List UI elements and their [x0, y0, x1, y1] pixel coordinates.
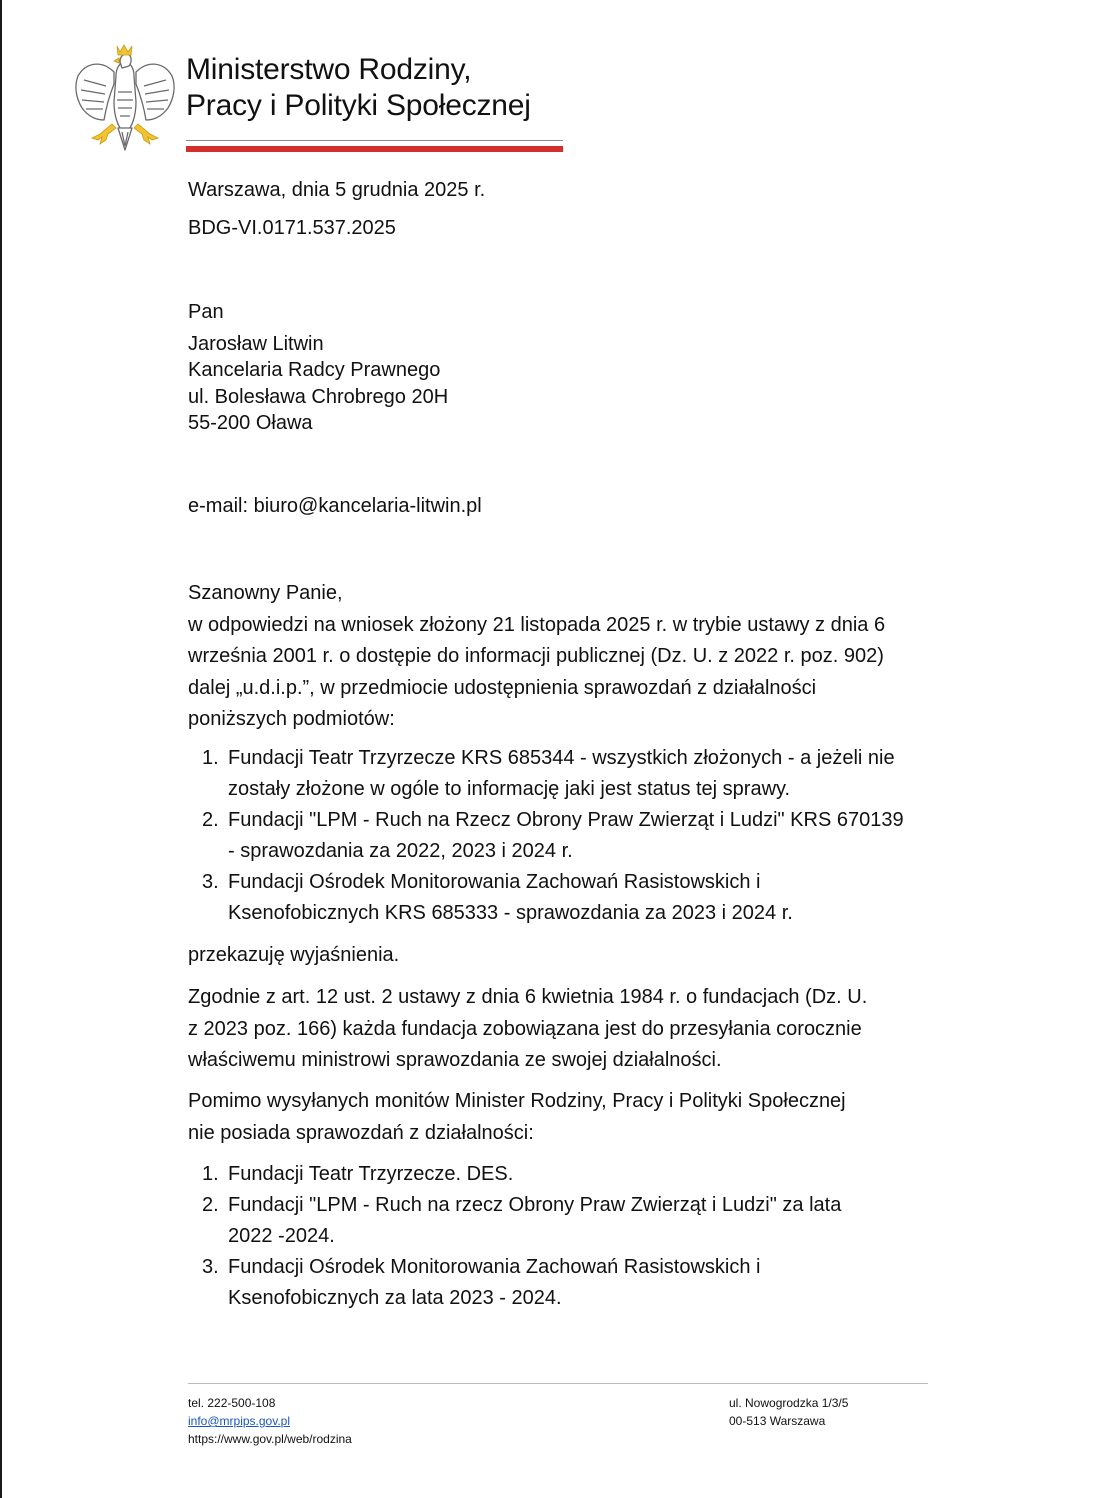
list-number: 2.: [202, 809, 219, 831]
list-item-text: zostały złożone w ogóle to informację jaki jest status tej sprawy.: [228, 778, 791, 800]
intro-paragraph: [188, 578, 978, 736]
footer-city: 00-513 Warszawa: [729, 1414, 826, 1428]
status-paragraph: [188, 1086, 978, 1149]
list-item: [188, 1252, 988, 1314]
list-item-text: Fundacji Ośrodek Monitorowania Zachowań Rasistowskich i: [228, 1256, 761, 1278]
list-item: [188, 805, 988, 867]
list-item-text: - sprawozdania za 2022, 2023 i 2024 r.: [228, 840, 573, 862]
list-number: 1.: [202, 1163, 219, 1185]
greeting: Szanowny Panie,: [188, 582, 343, 604]
polish-eagle-emblem-icon: [72, 42, 178, 154]
list-item-text: Fundacji "LPM - Ruch na Rzecz Obrony Praw Zwierząt i Ludzi" KRS 670139: [228, 809, 904, 831]
ministry-name: [186, 52, 531, 124]
legal-line: Zgodnie z art. 12 ust. 2 ustawy z dnia 6 kwietnia 1984 r. o fundacjach (Dz. U.: [188, 986, 868, 1008]
header-grey-rule: [186, 140, 563, 141]
intro-line: poniższych podmiotów:: [188, 708, 395, 730]
footer-rule: [188, 1383, 928, 1384]
footer-email-link[interactable]: info@mrpips.gov.pl: [188, 1414, 290, 1428]
list-item: [188, 1190, 988, 1252]
list-number: 1.: [202, 747, 219, 769]
recipient-name: Jarosław Litwin: [188, 333, 324, 355]
list-item-text: Ksenofobicznych za lata 2023 - 2024.: [228, 1287, 562, 1309]
reference-number: BDG-VI.0171.537.2025: [188, 217, 396, 239]
status-line: nie posiada sprawozdań z działalności:: [188, 1121, 534, 1144]
missing-reports-list: [188, 1159, 988, 1314]
footer-street: ul. Nowogrodzka 1/3/5: [729, 1396, 849, 1410]
list-item-text: Ksenofobicznych KRS 685333 - sprawozdania za 2023 i 2024 r.: [228, 902, 793, 924]
transition-text: przekazuję wyjaśnienia.: [188, 944, 400, 966]
header-red-rule: [186, 146, 563, 152]
footer-address: [729, 1394, 848, 1430]
list-item-text: Fundacji Teatr Trzyrzecze KRS 685344 - wszystkich złożonych - a jeżeli nie: [228, 747, 895, 769]
list-number: 3.: [202, 1256, 219, 1278]
intro-line: września 2001 r. o dostępie do informacji publicznej (Dz. U. z 2022 r. poz. 902): [188, 645, 884, 667]
page-edge-strip: [0, 0, 2, 1498]
legal-line: z 2023 poz. 166) każda fundacja zobowiązana jest do przesyłania corocznie: [188, 1017, 862, 1040]
list-item: [188, 743, 988, 805]
list-item-text: Fundacji Ośrodek Monitorowania Zachowań Rasistowskich i: [228, 871, 761, 893]
list-item-text: Fundacji "LPM - Ruch na rzecz Obrony Praw Zwierząt i Ludzi" za lata: [228, 1194, 842, 1216]
legal-paragraph: [188, 982, 978, 1077]
recipient-email: e-mail: biuro@kancelaria-litwin.pl: [188, 495, 482, 517]
status-line: Pomimo wysyłanych monitów Minister Rodziny, Pracy i Polityki Społecznej: [188, 1090, 846, 1112]
recipient-street: ul. Bolesława Chrobrego 20H: [188, 386, 449, 408]
footer-phone: tel. 222-500-108: [188, 1396, 276, 1410]
list-item: [188, 1159, 988, 1190]
list-number: 3.: [202, 871, 219, 893]
request-list: [188, 743, 988, 929]
ministry-name-line2: Pracy i Polityki Społecznej: [186, 89, 531, 122]
place-date: Warszawa, dnia 5 grudnia 2025 r.: [188, 179, 486, 201]
legal-line: właściwemu ministrowi sprawozdania ze swojej działalności.: [188, 1049, 722, 1071]
footer-contact: [188, 1394, 352, 1448]
list-item-text: Fundacji Teatr Trzyrzecze. DES.: [228, 1163, 514, 1185]
list-item-text: 2022 -2024.: [228, 1225, 335, 1247]
ministry-name-line1: Ministerstwo Rodziny,: [186, 53, 472, 86]
recipient-title: Pan: [188, 301, 224, 323]
recipient-city: 55-200 Oława: [188, 412, 313, 434]
intro-line: dalej „u.d.i.p.”, w przedmiocie udostępnienia sprawozdań z działalności: [188, 676, 817, 699]
list-item: [188, 867, 988, 929]
intro-line: w odpowiedzi na wniosek złożony 21 listopada 2025 r. w trybie ustawy z dnia 6: [188, 613, 886, 636]
footer-website: https://www.gov.pl/web/rodzina: [188, 1432, 352, 1446]
recipient-company: Kancelaria Radcy Prawnego: [188, 359, 441, 381]
list-number: 2.: [202, 1194, 219, 1216]
